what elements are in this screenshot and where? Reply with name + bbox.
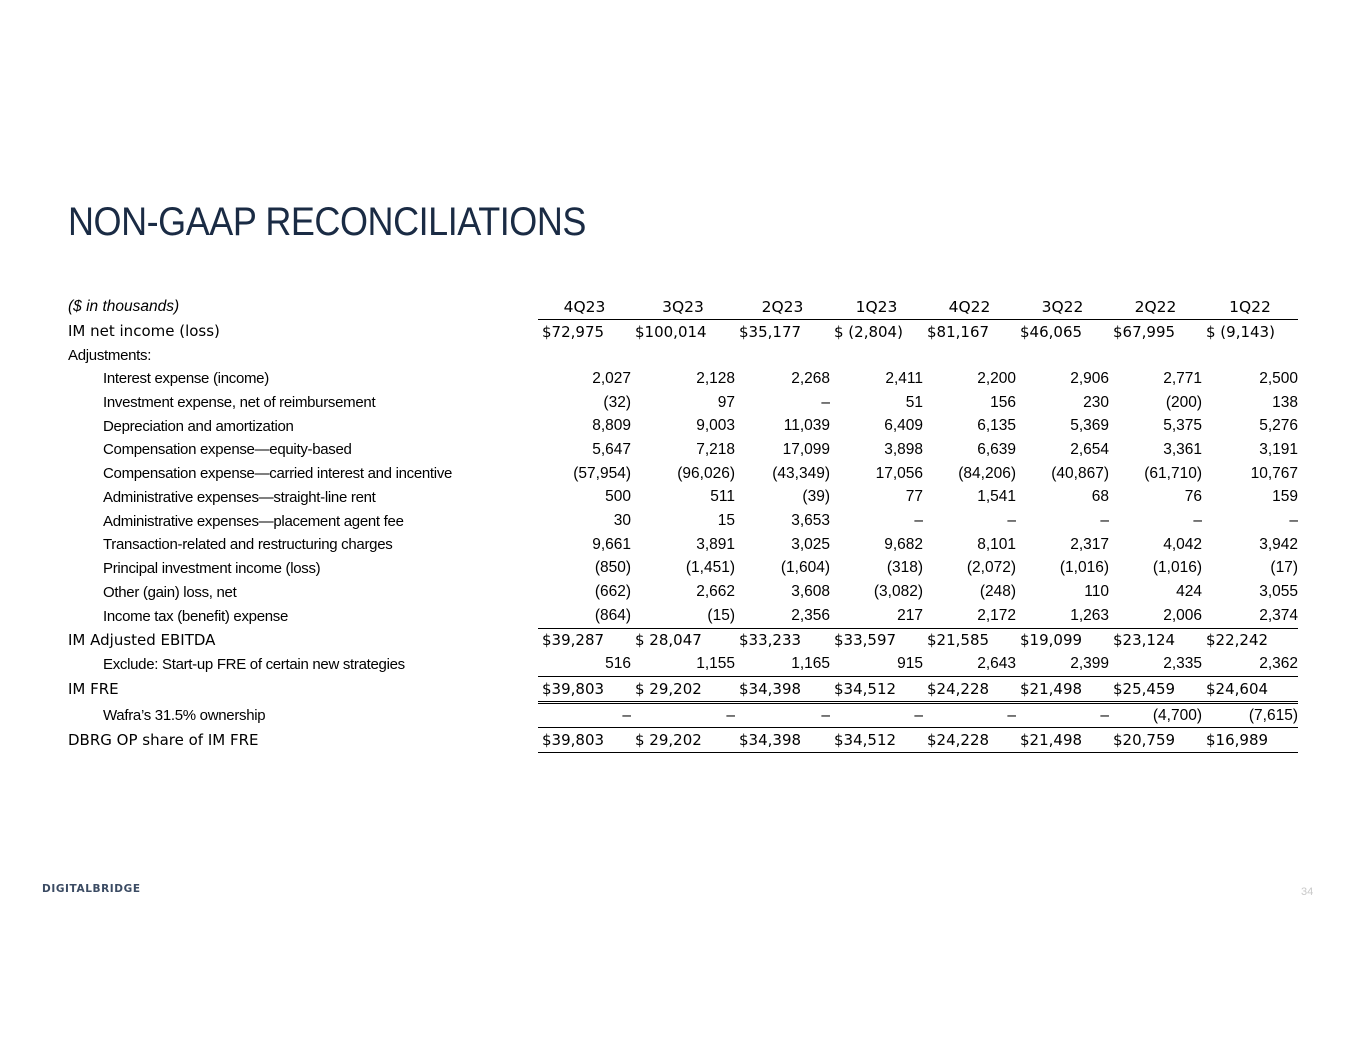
- digitalbridge-logo: DIGITALBRIDGE: [42, 883, 141, 895]
- value-cell: 8,101: [977, 535, 1016, 553]
- value-cell: 5,647: [592, 440, 631, 458]
- value-cell: (248): [979, 583, 1016, 601]
- value-cell: 6,639: [977, 440, 1016, 458]
- value-cell: $ 29,202: [631, 728, 735, 753]
- value-cell: 2,006: [1109, 604, 1202, 628]
- value-cell: $39,287: [542, 631, 605, 650]
- value-cell: (2,072): [966, 559, 1016, 577]
- value-cell: 138: [1272, 393, 1298, 411]
- row-depreciation: [68, 414, 1298, 438]
- quarter-header: 2Q22: [1109, 295, 1202, 319]
- value-cell: 2,356: [735, 604, 830, 628]
- value-cell: (40,867): [1051, 464, 1109, 482]
- row-startup-fre: [68, 652, 1298, 676]
- value-cell: –: [830, 702, 923, 728]
- reconciliation-table: [68, 295, 1298, 753]
- value-cell: $16,989: [1202, 728, 1298, 753]
- value-cell: 217: [830, 604, 923, 628]
- value-cell: (43,349): [772, 464, 830, 482]
- row-adjustments-header: [68, 343, 1298, 367]
- value-cell: 11,039: [783, 417, 830, 435]
- value-cell: 17,099: [782, 440, 830, 458]
- row-income-tax: [68, 604, 1298, 628]
- value-cell: 2,268: [791, 369, 830, 387]
- value-cell: 2,411: [885, 369, 923, 387]
- row-admin-rent: [68, 486, 1298, 510]
- row-label: DBRG OP share of IM FRE: [68, 731, 259, 750]
- row-comp-carried: [68, 462, 1298, 486]
- value-cell: 6,135: [977, 417, 1016, 435]
- page-title: NON-GAAP RECONCILIATIONS: [68, 200, 586, 244]
- value-cell: 3,891: [696, 535, 735, 553]
- value-cell: 1,263: [1016, 604, 1109, 628]
- value-cell: $46,065: [1020, 322, 1083, 341]
- value-cell: 500: [605, 488, 631, 506]
- value-cell: –: [1289, 512, 1298, 530]
- value-cell: 7,218: [696, 440, 735, 458]
- value-cell: 159: [1272, 488, 1298, 506]
- value-cell: 4,042: [1163, 535, 1202, 553]
- value-cell: –: [1007, 512, 1016, 530]
- value-cell: 2,771: [1163, 369, 1202, 387]
- value-cell: 2,335: [1109, 652, 1202, 676]
- value-cell: 3,653: [791, 512, 830, 530]
- value-cell: $ (2,804): [834, 322, 903, 341]
- row-wafra-ownership: [68, 702, 1298, 728]
- value-cell: 5,375: [1163, 417, 1202, 435]
- value-cell: (200): [1165, 393, 1202, 411]
- value-cell: $72,975: [542, 322, 605, 341]
- row-label: IM FRE: [68, 680, 119, 699]
- row-transaction-charges: [68, 533, 1298, 557]
- value-cell: 230: [1083, 393, 1109, 411]
- value-cell: (1,451): [685, 559, 735, 577]
- value-cell: –: [1016, 702, 1109, 728]
- value-cell: 9,661: [592, 535, 631, 553]
- value-cell: $67,995: [1113, 322, 1176, 341]
- value-cell: (39): [802, 488, 830, 506]
- row-label: Exclude: Start-up FRE of certain new strategies: [103, 655, 405, 673]
- value-cell: $33,233: [739, 631, 802, 650]
- value-cell: (318): [886, 559, 923, 577]
- row-adjusted-ebitda: [68, 628, 1298, 652]
- value-cell: 424: [1176, 583, 1202, 601]
- quarter-header: 4Q23: [538, 295, 631, 319]
- value-cell: 3,898: [884, 440, 923, 458]
- value-cell: $34,512: [830, 677, 923, 703]
- value-cell: $ (9,143): [1206, 322, 1275, 341]
- value-cell: $35,177: [739, 322, 802, 341]
- value-cell: $24,228: [923, 677, 1016, 703]
- row-label: Wafra’s 31.5% ownership: [103, 706, 266, 724]
- value-cell: (662): [594, 583, 631, 601]
- page-number: 34: [1301, 886, 1314, 898]
- value-cell: 15: [717, 512, 735, 530]
- value-cell: 2,172: [923, 604, 1016, 628]
- value-cell: 9,003: [696, 417, 735, 435]
- row-interest-expense: [68, 367, 1298, 391]
- value-cell: 77: [905, 488, 923, 506]
- value-cell: 156: [990, 393, 1016, 411]
- value-cell: (57,954): [573, 464, 631, 482]
- value-cell: $34,512: [830, 728, 923, 753]
- value-cell: 6,409: [884, 417, 923, 435]
- value-cell: 2,399: [1016, 652, 1109, 676]
- value-cell: $33,597: [834, 631, 897, 650]
- value-cell: 2,317: [1070, 535, 1109, 553]
- row-admin-placement: [68, 509, 1298, 533]
- value-cell: 3,025: [791, 535, 830, 553]
- value-cell: 9,682: [884, 535, 923, 553]
- value-cell: 76: [1184, 488, 1202, 506]
- value-cell: (1,016): [1059, 559, 1109, 577]
- value-cell: 2,643: [923, 652, 1016, 676]
- value-cell: –: [631, 702, 735, 728]
- row-label: IM Adjusted EBITDA: [68, 631, 216, 650]
- value-cell: –: [914, 512, 923, 530]
- value-cell: $39,803: [538, 677, 631, 703]
- value-cell: 51: [905, 393, 923, 411]
- value-cell: (61,710): [1144, 464, 1202, 482]
- value-cell: (7,615): [1202, 702, 1298, 728]
- value-cell: $ 29,202: [631, 677, 735, 703]
- value-cell: (4,700): [1109, 702, 1202, 728]
- value-cell: 10,767: [1250, 464, 1298, 482]
- value-cell: 3,942: [1259, 535, 1298, 553]
- quarter-header: 3Q23: [631, 295, 735, 319]
- quarter-header: 1Q22: [1202, 295, 1298, 319]
- row-label: Administrative expenses—straight-line rent: [103, 488, 376, 506]
- value-cell: 1,155: [631, 652, 735, 676]
- row-comp-equity: [68, 438, 1298, 462]
- value-cell: 915: [830, 652, 923, 676]
- value-cell: –: [1100, 512, 1109, 530]
- row-label: Administrative expenses—placement agent fee: [103, 512, 404, 530]
- value-cell: 2,500: [1259, 369, 1298, 387]
- value-cell: 516: [538, 652, 631, 676]
- value-cell: (3,082): [873, 583, 923, 601]
- adjustments-label: Adjustments:: [68, 346, 152, 364]
- value-cell: $34,398: [735, 728, 830, 753]
- row-label: IM net income (loss): [68, 322, 220, 341]
- value-cell: $22,242: [1206, 631, 1269, 650]
- row-label: Depreciation and amortization: [103, 417, 294, 435]
- value-cell: 2,027: [592, 369, 631, 387]
- row-other-gain-loss: [68, 580, 1298, 604]
- row-label: Principal investment income (loss): [103, 559, 321, 577]
- value-cell: (850): [594, 559, 631, 577]
- value-cell: –: [923, 702, 1016, 728]
- value-cell: 68: [1091, 488, 1109, 506]
- value-cell: (1,016): [1152, 559, 1202, 577]
- row-dbrg-share: [68, 728, 1298, 753]
- row-principal-investment: [68, 557, 1298, 581]
- value-cell: $24,228: [923, 728, 1016, 753]
- value-cell: 5,276: [1259, 417, 1298, 435]
- value-cell: $21,585: [927, 631, 990, 650]
- row-label: Other (gain) loss, net: [103, 583, 237, 601]
- value-cell: 3,608: [791, 583, 830, 601]
- value-cell: 3,191: [1259, 440, 1298, 458]
- row-label: Income tax (benefit) expense: [103, 607, 289, 625]
- row-label: Investment expense, net of reimbursement: [103, 394, 376, 412]
- value-cell: $21,498: [1016, 677, 1109, 703]
- value-cell: 2,362: [1202, 652, 1298, 676]
- value-cell: (96,026): [677, 464, 735, 482]
- value-cell: 5,369: [1070, 417, 1109, 435]
- value-cell: $23,124: [1113, 631, 1176, 650]
- value-cell: 17,056: [875, 464, 923, 482]
- value-cell: 2,662: [696, 583, 735, 601]
- quarter-header: 2Q23: [735, 295, 830, 319]
- row-label: Compensation expense—carried interest and incentive: [103, 465, 453, 483]
- value-cell: 30: [613, 512, 631, 530]
- value-cell: 1,541: [977, 488, 1016, 506]
- value-cell: 2,374: [1202, 604, 1298, 628]
- row-label: Interest expense (income): [103, 370, 269, 388]
- row-im-fre: [68, 677, 1298, 703]
- value-cell: $81,167: [927, 322, 990, 341]
- value-cell: (864): [538, 604, 631, 628]
- value-cell: –: [1193, 512, 1202, 530]
- value-cell: (1,604): [780, 559, 830, 577]
- value-cell: 2,200: [977, 369, 1016, 387]
- row-investment-expense: [68, 391, 1298, 415]
- value-cell: 97: [717, 393, 735, 411]
- value-cell: 8,809: [592, 417, 631, 435]
- units-label: ($ in thousands): [68, 298, 180, 316]
- value-cell: –: [821, 393, 830, 411]
- value-cell: 511: [710, 488, 735, 506]
- value-cell: –: [735, 702, 830, 728]
- value-cell: 3,361: [1163, 440, 1202, 458]
- quarter-header: 1Q23: [830, 295, 923, 319]
- value-cell: $25,459: [1109, 677, 1202, 703]
- value-cell: –: [538, 702, 631, 728]
- value-cell: (84,206): [958, 464, 1016, 482]
- value-cell: $21,498: [1016, 728, 1109, 753]
- row-label: Compensation expense—equity-based: [103, 441, 352, 459]
- value-cell: (17): [1270, 559, 1298, 577]
- value-cell: $20,759: [1109, 728, 1202, 753]
- value-cell: $24,604: [1202, 677, 1298, 703]
- value-cell: $ 28,047: [635, 631, 702, 650]
- value-cell: $100,014: [635, 322, 707, 341]
- value-cell: 2,654: [1070, 440, 1109, 458]
- value-cell: (32): [603, 393, 631, 411]
- quarter-header: 4Q22: [923, 295, 1016, 319]
- quarter-header: 3Q22: [1016, 295, 1109, 319]
- value-cell: 3,055: [1259, 583, 1298, 601]
- value-cell: $19,099: [1020, 631, 1083, 650]
- value-cell: 1,165: [735, 652, 830, 676]
- header-row: [68, 295, 1298, 319]
- row-im-net-income: [68, 319, 1298, 343]
- value-cell: 110: [1084, 583, 1109, 601]
- value-cell: 2,128: [696, 369, 735, 387]
- value-cell: $39,803: [538, 728, 631, 753]
- value-cell: $34,398: [735, 677, 830, 703]
- row-label: Transaction-related and restructuring charges: [103, 536, 393, 554]
- value-cell: (15): [631, 604, 735, 628]
- value-cell: 2,906: [1070, 369, 1109, 387]
